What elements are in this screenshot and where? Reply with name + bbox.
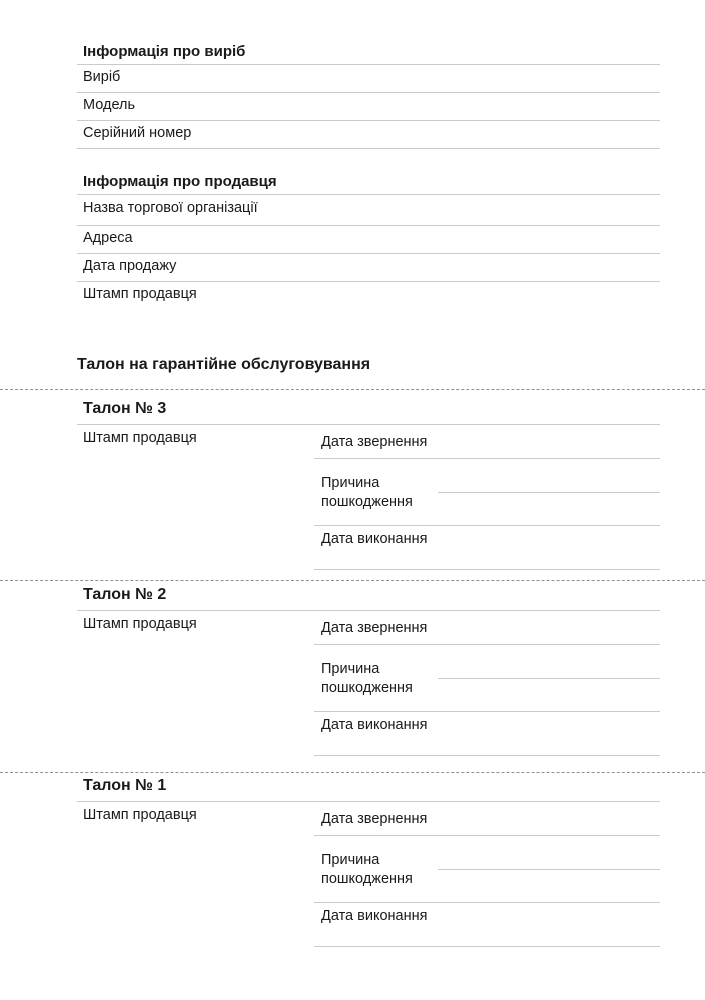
coupon-3: [77, 400, 660, 569]
cut-line: [0, 580, 705, 581]
coupon-title: Талон № 3: [77, 400, 660, 425]
completion-date-field[interactable]: Дата виконання: [314, 903, 660, 947]
request-date-field[interactable]: Дата звернення: [314, 425, 660, 459]
seller-info-heading: Інформація про продавця: [77, 173, 660, 195]
coupon-title: Талон № 1: [77, 777, 660, 802]
coupon-seller-stamp: Штамп продавця: [83, 616, 197, 632]
coupon-1: [77, 777, 660, 946]
coupon-title: Талон № 2: [77, 586, 660, 611]
request-date-field[interactable]: Дата звернення: [314, 802, 660, 836]
coupon-seller-stamp: Штамп продавця: [83, 807, 197, 823]
serial-number-field[interactable]: Серійний номер: [77, 121, 660, 149]
seller-stamp-field[interactable]: Штамп продавця: [83, 286, 197, 302]
completion-date-field[interactable]: Дата виконання: [314, 712, 660, 756]
product-field[interactable]: Виріб: [77, 65, 660, 93]
cut-line: [0, 389, 705, 390]
completion-date-field[interactable]: Дата виконання: [314, 526, 660, 570]
warranty-title: Талон на гарантійне обслуговування: [77, 356, 371, 373]
damage-reason-field[interactable]: Причина пошкодження: [314, 836, 660, 903]
product-info-section: [77, 43, 660, 149]
coupon-2: [77, 586, 660, 755]
seller-info-section: [77, 173, 660, 309]
damage-reason-field[interactable]: Причина пошкодження: [314, 645, 660, 712]
cut-line: [0, 772, 705, 773]
organization-name-field[interactable]: Назва торгової організації: [77, 195, 660, 226]
damage-reason-field[interactable]: Причина пошкодження: [314, 459, 660, 526]
address-field[interactable]: Адреса: [77, 226, 660, 254]
coupon-seller-stamp: Штамп продавця: [83, 430, 197, 446]
request-date-field[interactable]: Дата звернення: [314, 611, 660, 645]
model-field[interactable]: Модель: [77, 93, 660, 121]
sale-date-field[interactable]: Дата продажу: [77, 254, 660, 282]
product-info-heading: Інформація про виріб: [77, 43, 660, 65]
